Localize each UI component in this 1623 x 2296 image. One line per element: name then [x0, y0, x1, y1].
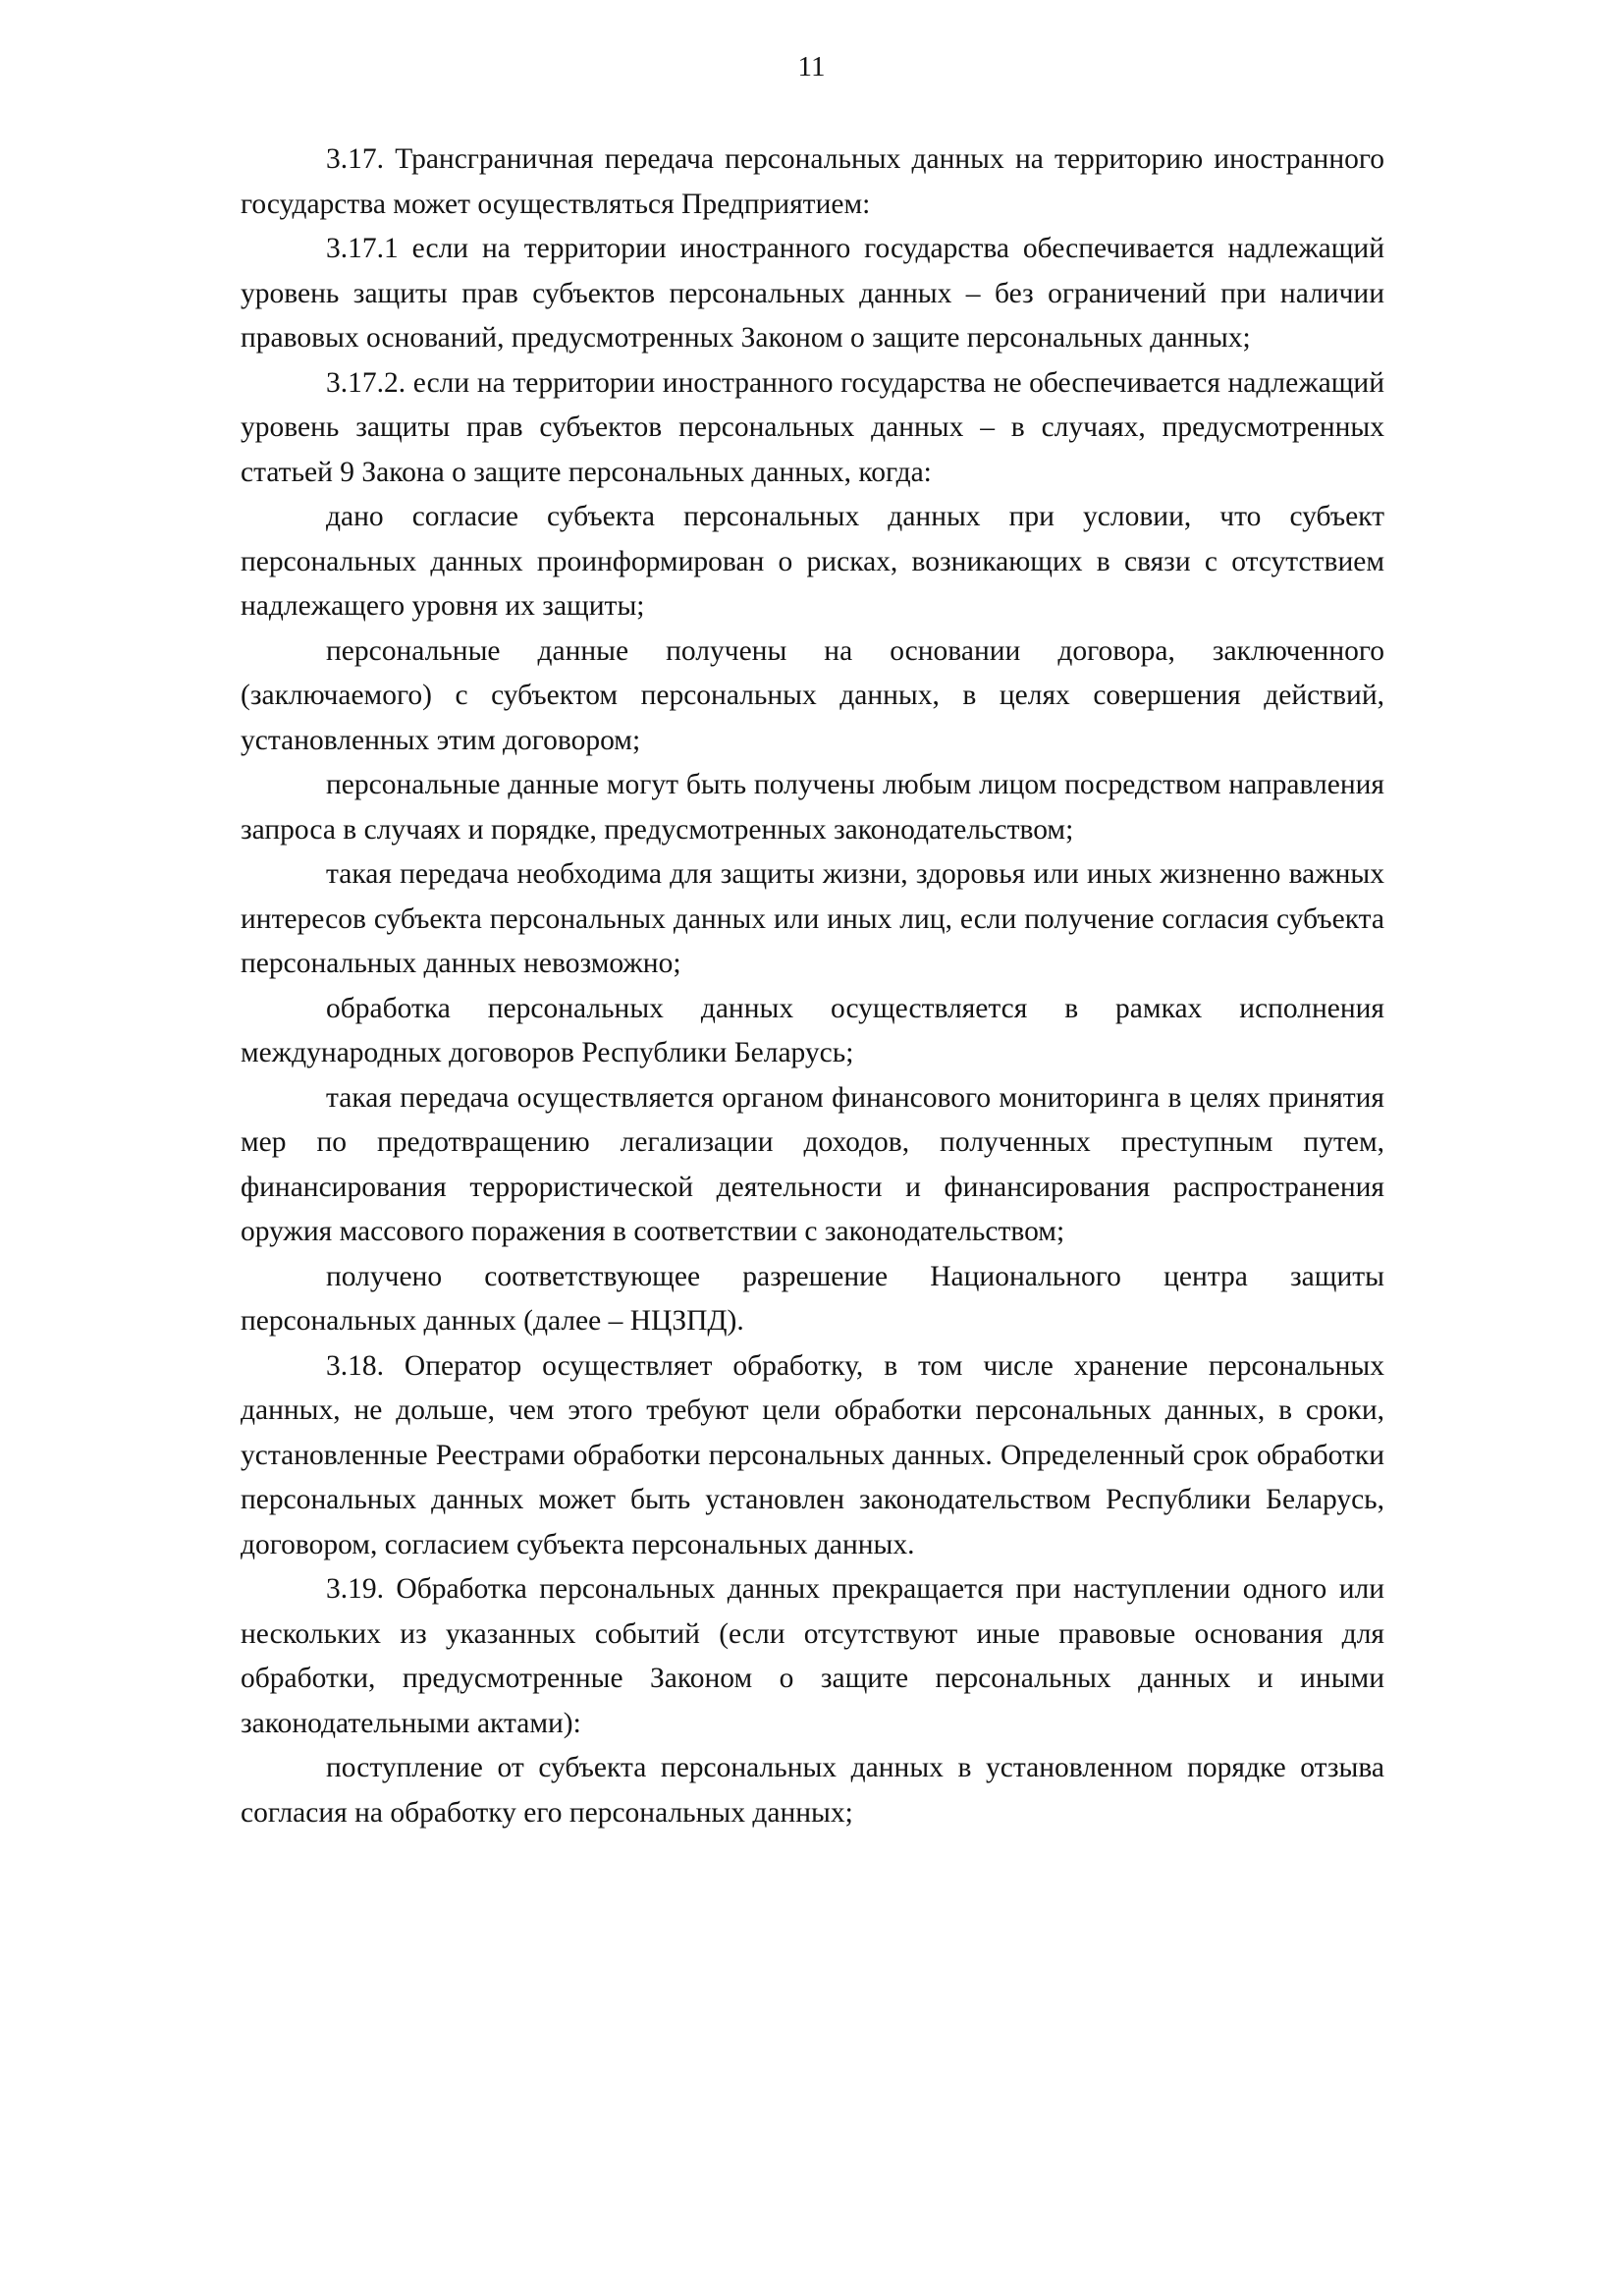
- paragraph: поступление от субъекта персональных данных в установленном порядке отзыва согласия на обработку его персональных данных;: [241, 1752, 1384, 1829]
- paragraph: 3.17. Трансграничная передача персональных данных на территорию иностранного государства может осуществляться Предприятием:: [241, 143, 1384, 220]
- paragraph: такая передача необходима для защиты жизни, здоровья или иных жизненно важных интересов субъекта персональных данных или иных лиц, если получение согласия субъекта персональных данных невозможно;: [241, 858, 1384, 979]
- paragraph: персональные данные могут быть получены любым лицом посредством направления запроса в случаях и порядке, предусмотренных законодательством;: [241, 769, 1384, 846]
- page-number: 11: [797, 51, 826, 82]
- paragraph: такая передача осуществляется органом финансового мониторинга в целях принятия мер по предотвращению легализации доходов, полученных преступным путем, финансирования террористической деятельности и финансирования распространения оружия массового поражения в соответствии с законодательством;: [241, 1081, 1384, 1247]
- paragraph: 3.18. Оператор осуществляет обработку, в том числе хранение персональных данных, не дольше, чем этого требуют цели обработки персональных данных, в сроки, установленные Реестрами обработки персональных данных. Определенный срок обработки персональных данных может быть установлен законодательством Республики Беларусь, договором, согласием субъекта персональных данных.: [241, 1349, 1384, 1560]
- paragraph: 3.19. Обработка персональных данных прекращается при наступлении одного или нескольких из указанных событий (если отсутствуют иные правовые основания для обработки, предусмотренные Законом о защите персональных данных и иными законодательными актами):: [241, 1573, 1384, 1739]
- paragraph: дано согласие субъекта персональных данных при условии, что субъект персональных данных проинформирован о рисках, возникающих в связи с отсутствием надлежащего уровня их защиты;: [241, 501, 1384, 622]
- paragraph: 3.17.2. если на территории иностранного государства не обеспечивается надлежащий уровень защиты прав субъектов персональных данных – в случаях, предусмотренных статьей 9 Закона о защите персональных данных, когда:: [241, 366, 1384, 488]
- document-body: [241, 137, 1384, 1835]
- paragraph: обработка персональных данных осуществляется в рамках исполнения международных договоров Республики Беларусь;: [241, 992, 1384, 1068]
- paragraph: персональные данные получены на основании договора, заключенного (заключаемого) с субъектом персональных данных, в целях совершения действий, установленных этим договором;: [241, 634, 1384, 756]
- paragraph: 3.17.1 если на территории иностранного государства обеспечивается надлежащий уровень защиты прав субъектов персональных данных – без ограничений при наличии правовых оснований, предусмотренных Законом о защите персональных данных;: [241, 233, 1384, 354]
- paragraph: получено соответствующее разрешение Национального центра защиты персональных данных (далее – НЦЗПД).: [241, 1260, 1384, 1337]
